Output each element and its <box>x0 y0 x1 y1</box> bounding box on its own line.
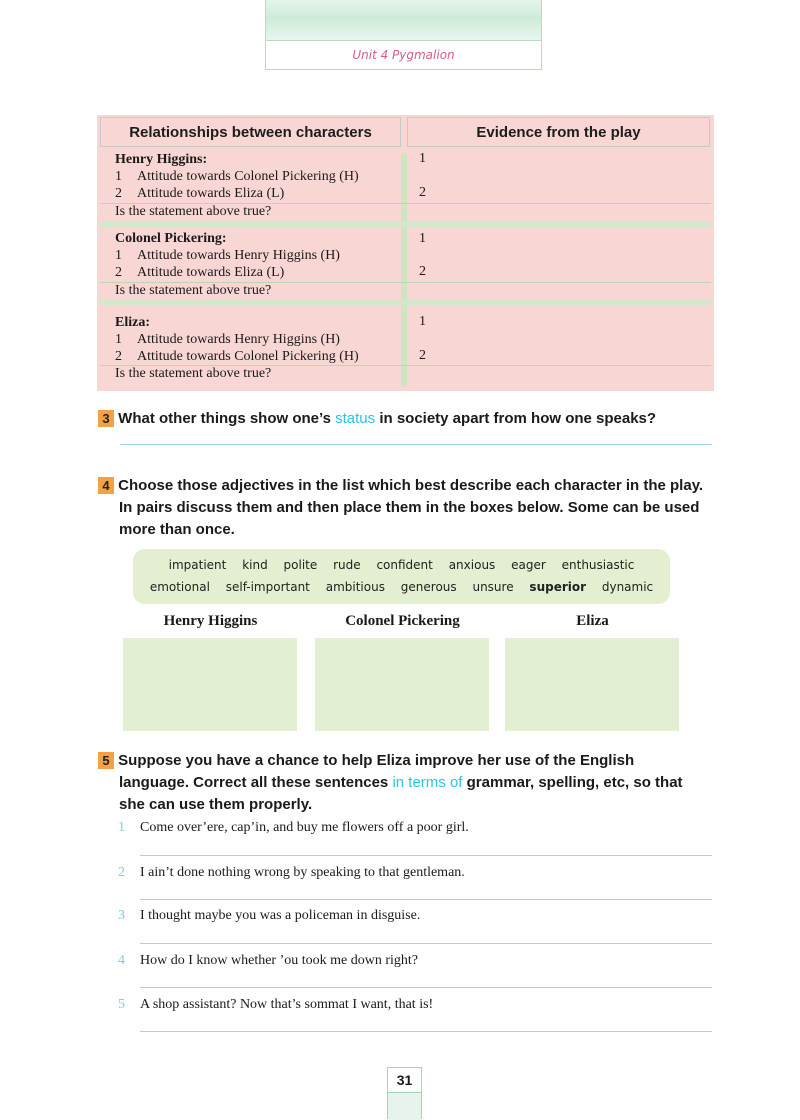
task-5-line-2-start: language. Correct all these sentences <box>119 774 393 791</box>
table-section-eliza <box>115 314 359 365</box>
sentence-text: I ain’t done nothing wrong by speaking to that gentleman. <box>140 865 465 880</box>
answer-line[interactable] <box>140 943 712 944</box>
table-header-relationships: Relationships between characters <box>100 117 401 147</box>
adjective: rude <box>333 558 361 572</box>
section-name: Colonel Pickering: <box>115 231 227 246</box>
section-divider <box>100 222 711 227</box>
item-number: 2 <box>115 186 122 201</box>
table-section-higgins <box>115 151 359 202</box>
task-number-badge: 3 <box>98 410 114 427</box>
character-heading-eliza: Eliza <box>576 613 609 629</box>
adjective: emotional <box>149 580 210 594</box>
adjective-list <box>133 549 670 604</box>
task-3-text-end: in society apart from how one speaks? <box>375 410 657 427</box>
sentence-item <box>118 865 465 881</box>
answer-box-higgins[interactable] <box>123 638 297 731</box>
item-text: Attitude towards Colonel Pickering (H) <box>137 169 359 184</box>
sentence-text: I thought maybe you was a policeman in disguise. <box>140 908 421 923</box>
sentence-item <box>118 908 420 924</box>
item-number: 1 <box>115 332 122 347</box>
section-question: Is the statement above true? <box>115 283 272 298</box>
item-text: Attitude towards Henry Higgins (H) <box>137 332 340 347</box>
adjective: confident <box>376 558 433 572</box>
adjective: unsure <box>472 580 514 594</box>
column-divider <box>401 153 407 387</box>
character-heading-pickering: Colonel Pickering <box>345 613 460 629</box>
answer-line[interactable] <box>140 987 712 988</box>
character-heading-higgins: Henry Higgins <box>163 613 258 629</box>
item-number: 1 <box>115 169 122 184</box>
evidence-number: 2 <box>419 185 426 200</box>
table-section-pickering <box>115 230 340 281</box>
task-4-line-3: more than once. <box>119 521 235 538</box>
answer-line[interactable] <box>140 855 712 856</box>
task-3 <box>98 408 718 430</box>
task-5-line-2-end: grammar, spelling, etc, so that <box>462 774 683 791</box>
item-text: Attitude towards Colonel Pickering (H) <box>137 349 359 364</box>
task-5-line-3: she can use them properly. <box>119 796 313 813</box>
relationships-table <box>97 115 714 391</box>
adjective: kind <box>242 558 268 572</box>
section-name: Henry Higgins: <box>115 152 208 167</box>
section-divider <box>100 300 711 305</box>
evidence-number: 1 <box>419 231 426 246</box>
sentence-number: 3 <box>118 908 125 923</box>
answer-line[interactable] <box>140 1031 712 1032</box>
sentence-text: Come over’ere, cap’in, and buy me flowers off a poor girl. <box>140 820 469 835</box>
sentence-item <box>118 997 433 1013</box>
evidence-number: 2 <box>419 264 426 279</box>
adjective: ambitious <box>325 580 385 594</box>
adjective: dynamic <box>601 580 654 594</box>
answer-box-eliza[interactable] <box>505 638 679 731</box>
item-number: 2 <box>115 349 122 364</box>
task-number-badge: 4 <box>98 477 114 494</box>
section-question: Is the statement above true? <box>115 366 272 381</box>
item-number: 1 <box>115 248 122 263</box>
adjective: self-important <box>225 580 310 594</box>
section-name: Eliza: <box>115 315 150 330</box>
task-3-text-start: What other things show one’s <box>118 410 336 427</box>
sentence-number: 5 <box>118 997 125 1012</box>
task-number-badge: 5 <box>98 752 114 769</box>
section-question: Is the statement above true? <box>115 204 272 219</box>
item-number: 2 <box>115 265 122 280</box>
adjective: enthusiastic <box>561 558 635 572</box>
sentence-item <box>118 820 469 836</box>
highlighted-term: in terms of <box>392 774 463 791</box>
task-4-line-2: In pairs discuss them and then place them in the boxes below. Some can be used <box>119 499 700 516</box>
adjective-row-1 <box>133 558 670 572</box>
adjective-row-2 <box>133 580 670 594</box>
evidence-number: 2 <box>419 348 426 363</box>
banner-decoration <box>266 0 541 40</box>
sentence-number: 1 <box>118 820 125 835</box>
answer-box-pickering[interactable] <box>315 638 489 731</box>
sentence-item <box>118 953 418 969</box>
adjective: anxious <box>448 558 496 572</box>
page-tab-decoration <box>388 1093 421 1120</box>
answer-line[interactable] <box>120 444 712 445</box>
answer-line[interactable] <box>140 899 712 900</box>
task-5 <box>98 750 718 816</box>
adjective: impatient <box>168 558 227 572</box>
task-4 <box>98 475 718 541</box>
adjective: eager <box>511 558 546 572</box>
adjective: generous <box>400 580 457 594</box>
adjective: superior <box>529 580 587 594</box>
adjective: polite <box>283 558 318 572</box>
item-text: Attitude towards Henry Higgins (H) <box>137 248 340 263</box>
sentence-number: 4 <box>118 953 125 968</box>
sentence-number: 2 <box>118 865 125 880</box>
page-number: 31 <box>388 1068 421 1093</box>
item-text: Attitude towards Eliza (L) <box>137 265 285 280</box>
page-number-tab <box>387 1067 422 1119</box>
table-header-evidence: Evidence from the play <box>407 117 710 147</box>
evidence-number: 1 <box>419 151 426 166</box>
task-4-line-1: Choose those adjectives in the list which best describe each character in the play. <box>118 477 704 494</box>
unit-banner <box>265 0 542 70</box>
item-text: Attitude towards Eliza (L) <box>137 186 285 201</box>
highlighted-term: status <box>335 410 376 427</box>
sentence-text: A shop assistant? Now that’s sommat I want, that is! <box>140 997 434 1012</box>
task-5-line-1: Suppose you have a chance to help Eliza improve her use of the English <box>118 752 635 769</box>
evidence-number: 1 <box>419 314 426 329</box>
unit-label: Unit 4 Pygmalion <box>266 40 541 70</box>
sentence-text: How do I know whether ’ou took me down right? <box>140 953 419 968</box>
